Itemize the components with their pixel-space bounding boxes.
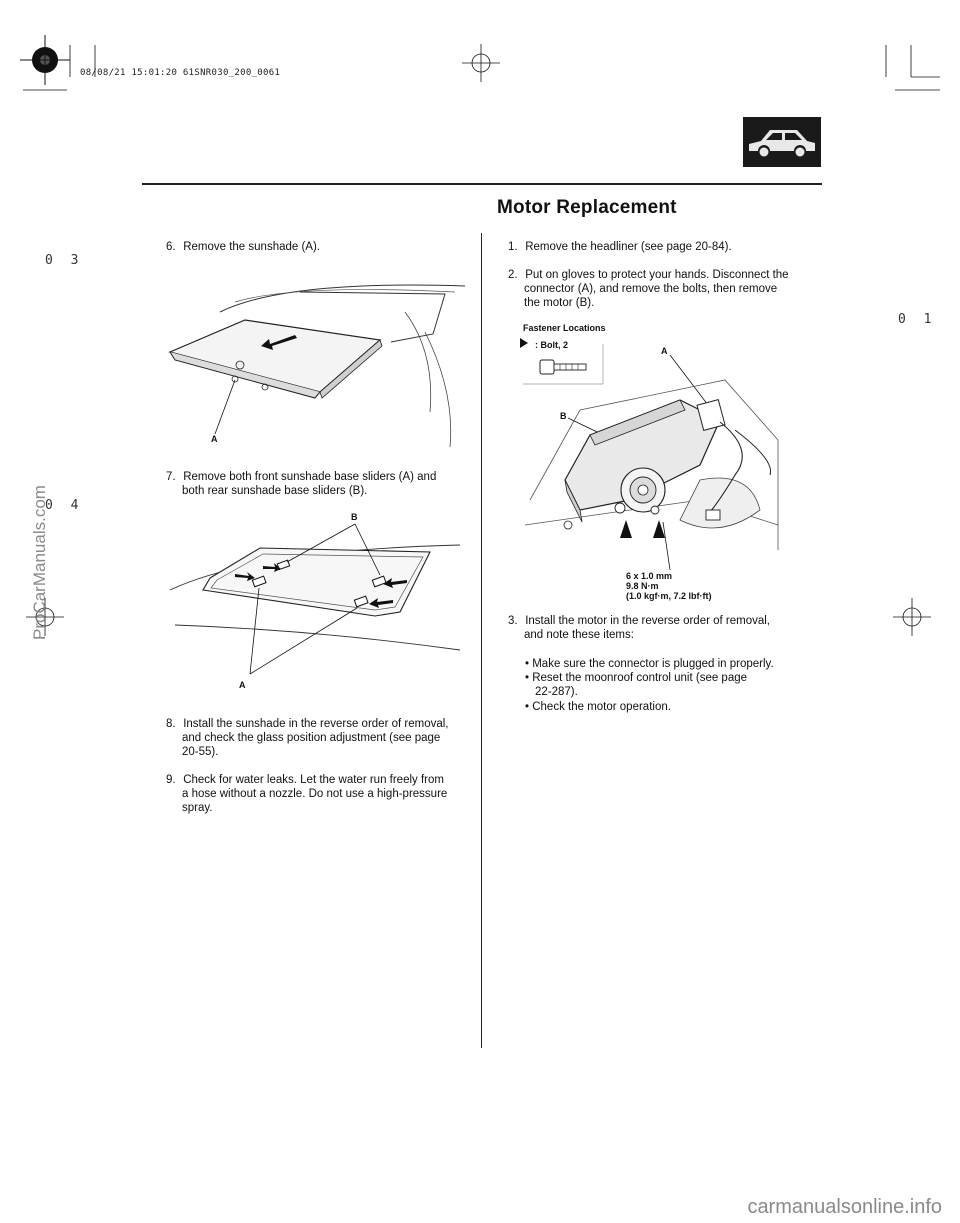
list-item <box>525 657 774 671</box>
list-item <box>525 671 747 699</box>
step-text-cont: spray. <box>182 802 213 814</box>
callout-a-sunshade: A <box>211 434 218 444</box>
margin-code-left-top: 0 3 <box>45 253 84 268</box>
fastener-locations-title: Fastener Locations <box>523 323 606 333</box>
step-text: Check for water leaks. Let the water run freely from <box>183 774 444 786</box>
torque-alt: (1.0 kgf·m, 7.2 lbf·ft) <box>626 591 712 601</box>
margin-code-left-bottom: 0 4 <box>45 498 84 513</box>
print-stamp: 08/08/21 15:01:20 61SNR030_200_0061 <box>80 68 281 78</box>
callout-b-motor: B <box>560 411 567 421</box>
step-text-cont: both rear sunshade base sliders (B). <box>182 485 368 497</box>
callout-a-sliders: A <box>239 680 246 690</box>
torque-size: 6 x 1.0 mm <box>626 571 673 581</box>
step-text-cont: the motor (B). <box>524 297 595 309</box>
step-text: Install the motor in the reverse order of removal, <box>525 615 771 627</box>
watermark-side: ProCarManuals.com <box>30 485 49 640</box>
step-8 <box>166 717 448 759</box>
step-text-cont: connector (A), and remove the bolts, then remove <box>524 283 778 295</box>
car-body-icon <box>743 117 821 167</box>
torque-nm: 9.8 N·m <box>626 581 659 591</box>
figure-sunshade-removal <box>165 272 465 472</box>
header-rule <box>142 183 822 185</box>
step-text: Remove the headliner (see page 20-84). <box>525 241 732 253</box>
callout-a-connector: A <box>661 346 668 356</box>
step-text: Install the sunshade in the reverse order of removal, <box>183 718 449 730</box>
step-number: 8. <box>166 718 176 730</box>
column-divider <box>481 233 482 1048</box>
step-1 <box>508 240 732 254</box>
step-3 <box>508 614 770 642</box>
step-number: 2. <box>508 269 518 281</box>
step-6 <box>166 240 320 254</box>
step-text-cont: 20-55). <box>182 746 219 758</box>
step-number: 3. <box>508 615 518 627</box>
step-number: 1. <box>508 241 518 253</box>
figure-motor-removal <box>520 350 780 570</box>
step-text-cont: a hose without a nozzle. Do not use a high-pressure <box>182 788 448 800</box>
callout-b-sliders: B <box>351 512 358 522</box>
step-number: 6. <box>166 241 176 253</box>
torque-spec <box>626 571 712 601</box>
figure-sunshade-sliders <box>165 510 465 680</box>
bullet-text: • Reset the moonroof control unit (see page <box>525 672 748 684</box>
page-title: Motor Replacement <box>497 197 677 218</box>
step-2 <box>508 268 789 310</box>
bolt-legend-label: : Bolt, 2 <box>535 340 568 350</box>
bullet-text: • Make sure the connector is plugged in properly. <box>525 658 774 670</box>
step-text-cont: and check the glass position adjustment (see page <box>182 732 441 744</box>
watermark-bottom: carmanualsonline.info <box>747 1196 942 1218</box>
step-text: Remove both front sunshade base sliders (A) and <box>183 471 437 483</box>
list-item <box>525 700 671 714</box>
bullet-text-cont: 22-287). <box>535 686 578 698</box>
step-text-cont: and note these items: <box>524 629 634 641</box>
step-text: Remove the sunshade (A). <box>183 241 320 253</box>
margin-code-right: 0 1 <box>898 312 937 327</box>
step-text: Put on gloves to protect your hands. Disconnect the <box>525 269 789 281</box>
step-number: 9. <box>166 774 176 786</box>
step-7 <box>166 470 436 498</box>
step-number: 7. <box>166 471 176 483</box>
bullet-text: • Check the motor operation. <box>525 701 671 713</box>
step-9 <box>166 773 447 815</box>
